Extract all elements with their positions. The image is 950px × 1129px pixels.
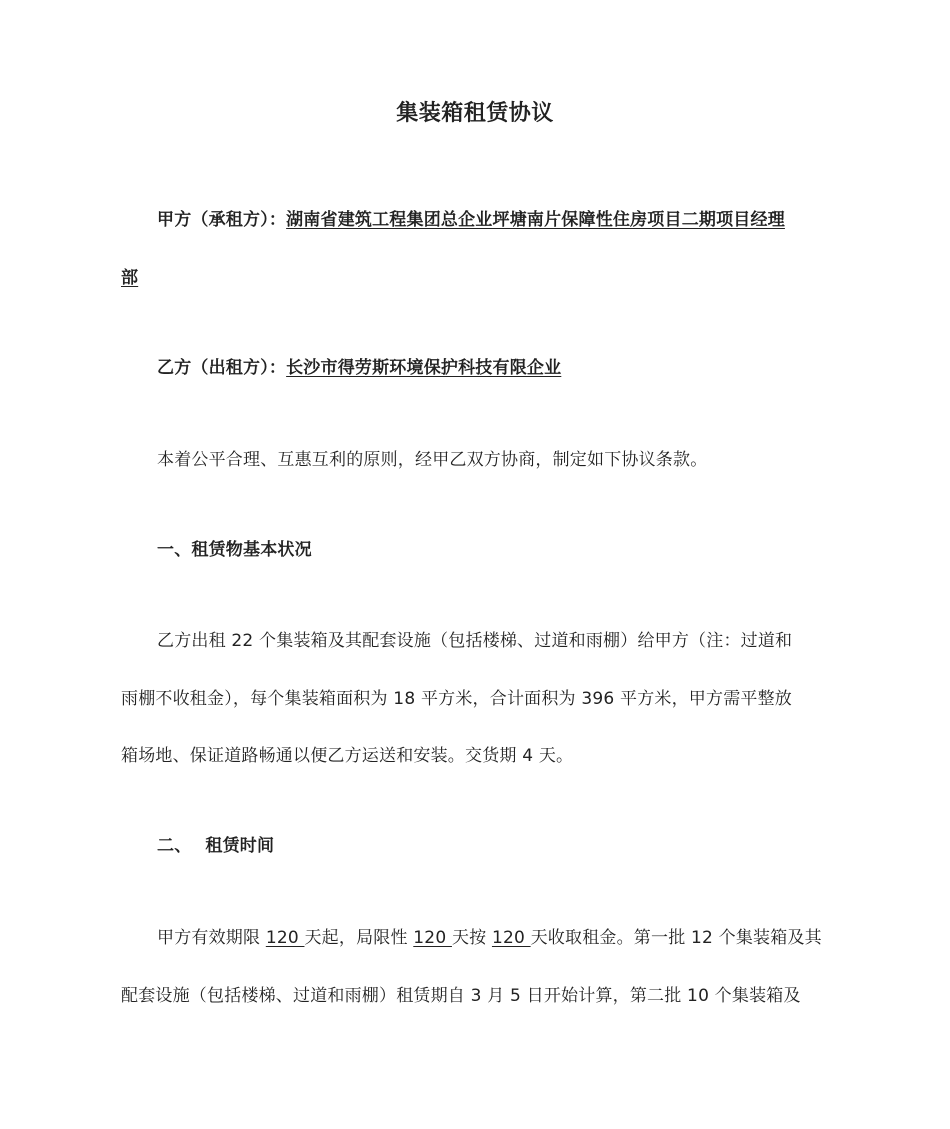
party-b-label: 乙方（出租方）： (157, 358, 287, 378)
document-title: 集装箱租赁协议 (396, 101, 554, 126)
section2-line: 配套设施（包括楼梯、过道和雨棚）租赁期自 3 月 5 日开始计算，第二批 10 个集装箱及 (121, 986, 801, 1006)
party-a-name: 湖南省建筑工程集团总企业坪塘南片保障性住房项目二期项目经理 (286, 210, 785, 230)
section2-line (121, 923, 869, 953)
section1-line: 箱场地、保证道路畅通以便乙方运送和安装。交货期 4 天。 (121, 746, 574, 766)
party-a-line (121, 205, 869, 235)
party-b-line (121, 353, 869, 383)
section1-heading: 一、租赁物基本状况 (157, 540, 312, 560)
party-a-name-continued: 部 (121, 268, 139, 288)
party-a-name-continued-line (121, 263, 833, 293)
party-b-name: 长沙市得劳斯环境保护科技有限企业 (286, 358, 562, 378)
billing-days: 120 (491, 928, 531, 948)
text-run: 甲方有效期限 (157, 928, 266, 948)
section1-line: 乙方出租 22 个集装箱及其配套设施（包括楼梯、过道和雨棚）给甲方（注：过道和 (157, 631, 793, 651)
text-run: 天起，局限性 (304, 928, 414, 948)
section2-heading-text: 租赁时间 (205, 836, 275, 856)
text-run: 天按 (451, 928, 492, 948)
minimum-days: 120 (413, 928, 452, 948)
section2-heading (121, 831, 869, 861)
section2-heading-number: 二、 (157, 836, 192, 856)
party-a-label: 甲方（承租方）： (157, 210, 287, 230)
validity-days: 120 (265, 928, 305, 948)
section1-line: 雨棚不收租金），每个集装箱面积为 18 平方米，合计面积为 396 平方米，甲方需平整放 (121, 689, 792, 709)
preamble-paragraph: 本着公平合理、互惠互利的原则，经甲乙双方协商，制定如下协议条款。 (157, 450, 708, 470)
text-run: 天收取租金。第一批 12 个集装箱及其 (530, 928, 822, 948)
